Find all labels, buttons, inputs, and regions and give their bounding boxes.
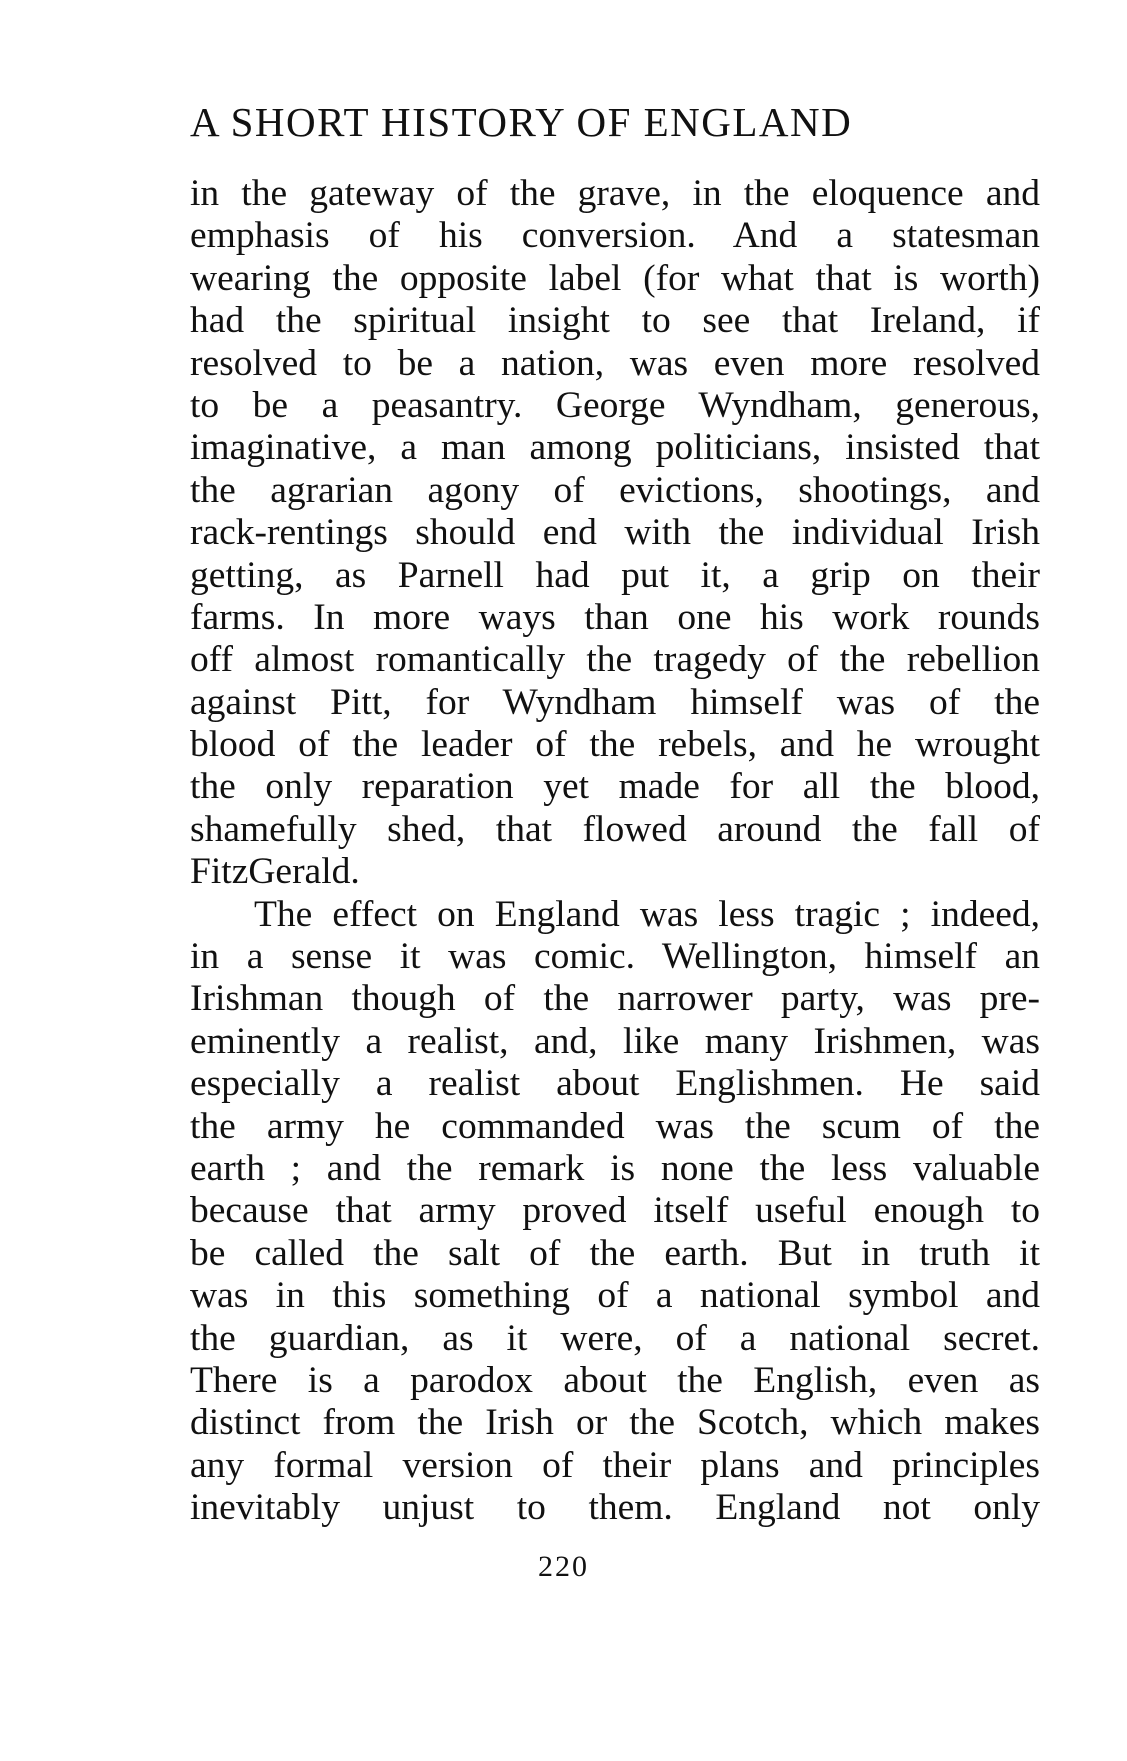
text-line: getting, as Parnell had put it, a grip on their	[190, 554, 1040, 596]
text-line: FitzGerald.	[190, 851, 360, 893]
body-text	[190, 173, 1040, 1530]
text-line: There is a parodox about the English, even as	[190, 1359, 1040, 1401]
text-line: because that army proved itself useful enough to	[190, 1190, 1040, 1232]
text-line: Irishman though of the narrower party, was pre-	[190, 978, 1040, 1020]
text-line: the agrarian agony of evictions, shootings, and	[190, 469, 1040, 511]
text-line: earth ; and the remark is none the less valuable	[190, 1147, 1040, 1189]
text-line: the army he commanded was the scum of the	[190, 1105, 1040, 1147]
text-line: the guardian, as it were, of a national secret.	[190, 1317, 1040, 1359]
text-line: especially a realist about Englishmen. He said	[190, 1063, 1040, 1105]
page-number: 220	[538, 1550, 589, 1583]
text-line: in the gateway of the grave, in the eloquence and	[190, 173, 1040, 214]
text-line: distinct from the Irish or the Scotch, which makes	[190, 1402, 1040, 1444]
text-line: had the spiritual insight to see that Ireland, if	[190, 300, 1040, 342]
text-line: The effect on England was less tragic ; indeed,	[254, 893, 1040, 935]
text-line: imaginative, a man among politicians, insisted that	[190, 427, 1040, 469]
text-line: off almost romantically the tragedy of the rebellion	[190, 639, 1040, 681]
text-line: blood of the leader of the rebels, and he wrought	[190, 724, 1040, 766]
running-head: A SHORT HISTORY OF ENGLAND	[190, 99, 853, 145]
text-line: farms. In more ways than one his work rounds	[190, 596, 1040, 638]
text-line: the only reparation yet made for all the blood,	[190, 766, 1040, 808]
text-line: against Pitt, for Wyndham himself was of the	[190, 681, 1040, 723]
text-line: eminently a realist, and, like many Irishmen, was	[190, 1020, 1040, 1062]
text-line: be called the salt of the earth. But in truth it	[190, 1232, 1040, 1274]
text-line: was in this something of a national symbol and	[190, 1275, 1040, 1317]
text-line: emphasis of his conversion. And a statesman	[190, 215, 1040, 257]
text-line: to be a peasantry. George Wyndham, generous,	[190, 384, 1040, 426]
text-line: inevitably unjust to them. England not only	[190, 1487, 1040, 1529]
text-line: any formal version of their plans and principles	[190, 1444, 1040, 1486]
text-line: rack-rentings should end with the individual Irish	[190, 512, 1040, 554]
text-line: in a sense it was comic. Wellington, himself an	[190, 936, 1040, 978]
text-line: resolved to be a nation, was even more resolved	[190, 342, 1040, 384]
text-line: shamefully shed, that flowed around the fall of	[190, 808, 1040, 850]
text-line: wearing the opposite label (for what that is worth)	[190, 257, 1040, 299]
